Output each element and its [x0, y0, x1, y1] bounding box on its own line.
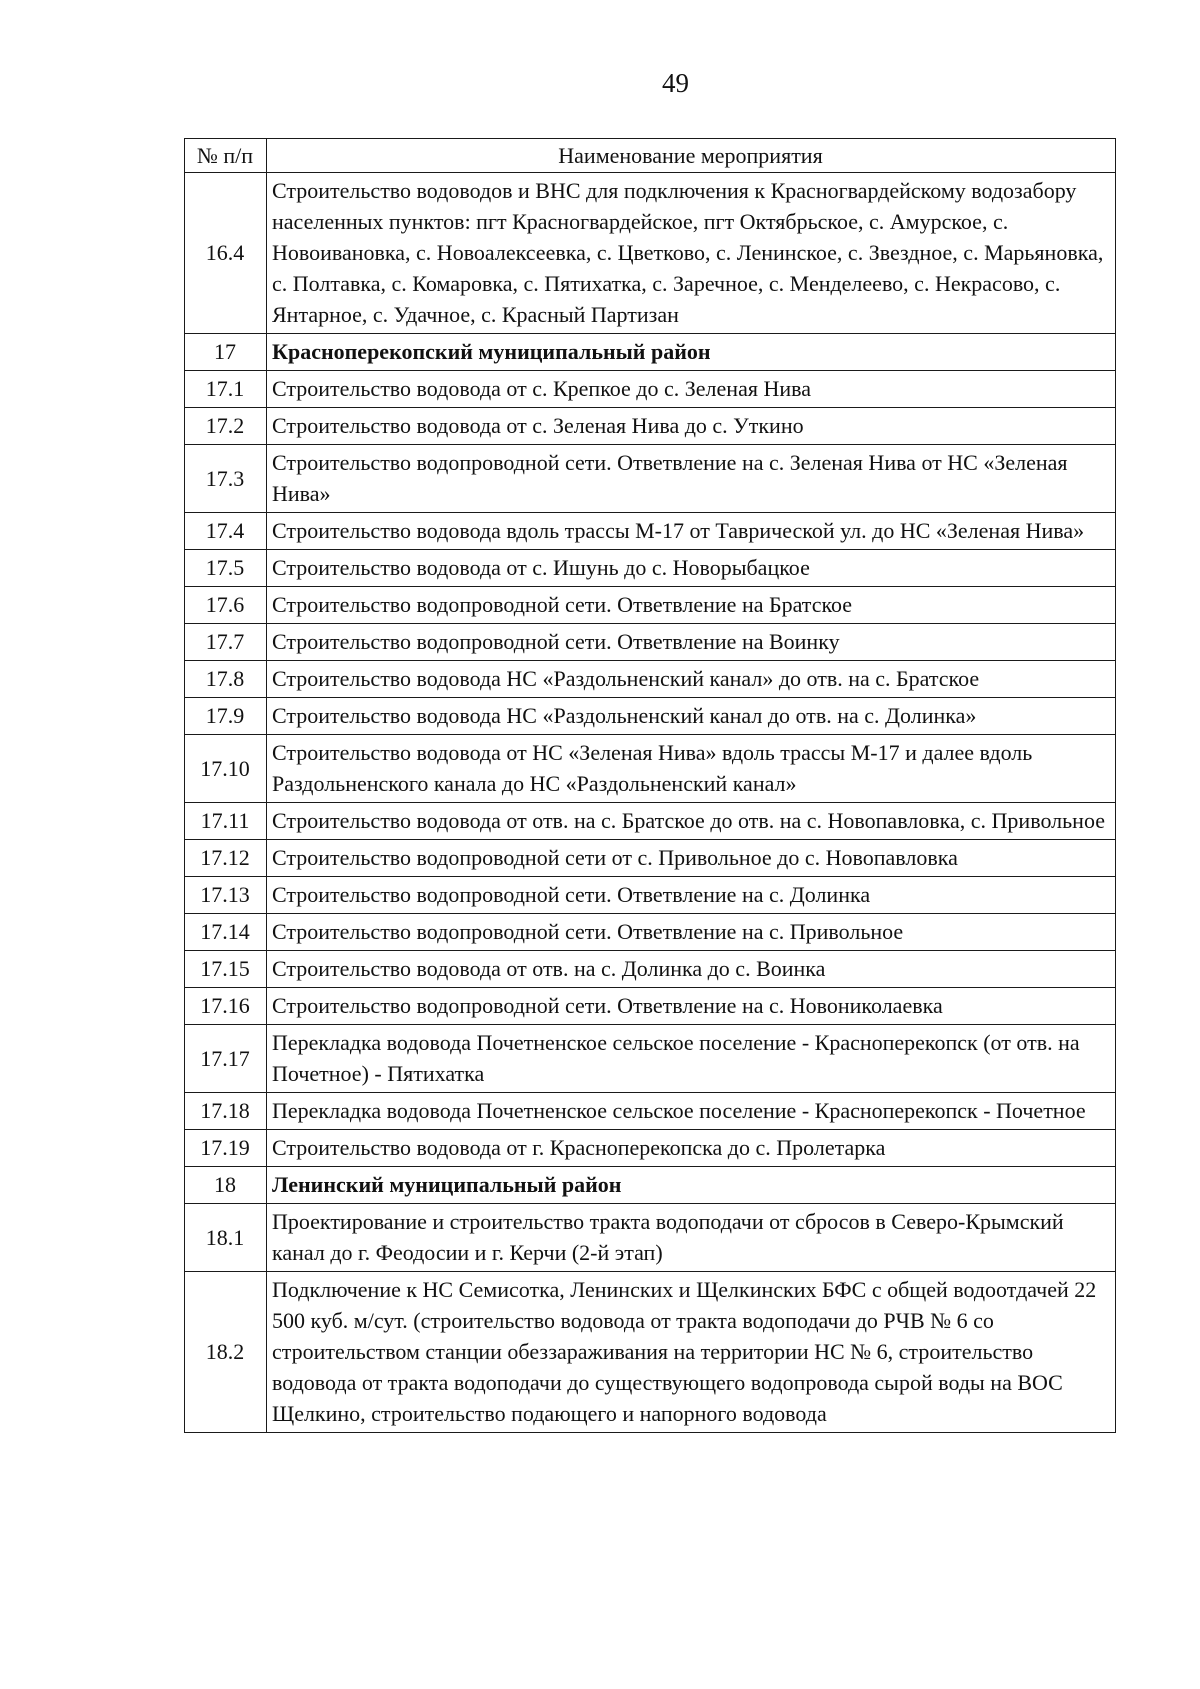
table-row: [185, 735, 1116, 803]
measure-name: Строительство водовода НС «Раздольненский канал» до отв. на с. Братское: [267, 661, 1116, 698]
row-number: 17.15: [185, 951, 267, 988]
measure-name: Строительство водовода НС «Раздольненский канал до отв. на с. Долинка»: [267, 698, 1116, 735]
table-row: [185, 698, 1116, 735]
measure-name: Строительство водовода от с. Зеленая Нива до с. Уткино: [267, 408, 1116, 445]
row-number: 17.17: [185, 1025, 267, 1093]
table-body: [185, 173, 1116, 1433]
measure-name: Проектирование и строительство тракта водоподачи от сбросов в Северо-Крымский канал до г. Феодосии и г. Керчи (2-й этап): [267, 1204, 1116, 1272]
row-number: 17.13: [185, 877, 267, 914]
measure-name: Перекладка водовода Почетненское сельское поселение - Красноперекопск (от отв. на Почетное) - Пятихатка: [267, 1025, 1116, 1093]
table-row: [185, 1093, 1116, 1130]
header-measure-name: Наименование мероприятия: [267, 139, 1116, 173]
row-number: 16.4: [185, 173, 267, 334]
table-row: [185, 587, 1116, 624]
measure-name: Подключение к НС Семисотка, Ленинских и Щелкинских БФС с общей водоотдачей 22 500 куб. м/сут. (строительство водовода от тракта водоподачи до РЧВ № 6 со строительством станции обеззараживания на территории НС № 6, строительство водовода от тракта водоподачи до существующего водопровода сырой воды на ВОС Щелкино, строительство подающего и напорного водовода: [267, 1272, 1116, 1433]
row-number: 17.2: [185, 408, 267, 445]
row-number: 17.1: [185, 371, 267, 408]
section-row: [185, 334, 1116, 371]
measure-name: Перекладка водовода Почетненское сельское поселение - Красноперекопск - Почетное: [267, 1093, 1116, 1130]
row-number: 17.7: [185, 624, 267, 661]
row-number: 17.10: [185, 735, 267, 803]
table-row: [185, 1272, 1116, 1433]
row-number: 17.18: [185, 1093, 267, 1130]
measure-name: Строительство водопроводной сети. Ответвление на с. Привольное: [267, 914, 1116, 951]
section-row: [185, 1167, 1116, 1204]
measure-name: Строительство водопроводной сети. Ответвление на с. Долинка: [267, 877, 1116, 914]
row-number: 17.14: [185, 914, 267, 951]
table-header-row: [185, 139, 1116, 173]
table-row: [185, 550, 1116, 587]
table-row: [185, 1204, 1116, 1272]
row-number: 18.1: [185, 1204, 267, 1272]
row-number: 17.11: [185, 803, 267, 840]
measures-table: [184, 138, 1116, 1433]
row-number: 17.8: [185, 661, 267, 698]
measure-name: Строительство водопроводной сети. Ответвление на Воинку: [267, 624, 1116, 661]
measure-name: Строительство водопроводной сети от с. Привольное до с. Новопавловка: [267, 840, 1116, 877]
measure-name: Строительство водопроводной сети. Ответвление на с. Новониколаевка: [267, 988, 1116, 1025]
section-title: Ленинский муниципальный район: [267, 1167, 1116, 1204]
measure-name: Строительство водовода от с. Крепкое до с. Зеленая Нива: [267, 371, 1116, 408]
table-row: [185, 951, 1116, 988]
row-number: 18: [185, 1167, 267, 1204]
table-row: [185, 877, 1116, 914]
measure-name: Строительство водоводов и ВНС для подключения к Красногвардейскому водозабору населенных пунктов: пгт Красногвардейское, пгт Октябрьское, с. Амурское, с. Новоивановка, с. Новоалексеевка, с. Цветково, с. Ленинское, с. Звездное, с. Марьяновка, с. Полтавка, с. Комаровка, с. Пятихатка, с. Заречное, с. Менделеево, с. Некрасово, с. Янтарное, с. Удачное, с. Красный Партизан: [267, 173, 1116, 334]
row-number: 17.5: [185, 550, 267, 587]
table-row: [185, 371, 1116, 408]
row-number: 17.4: [185, 513, 267, 550]
table-row: [185, 988, 1116, 1025]
header-number: № п/п: [185, 139, 267, 173]
table-row: [185, 408, 1116, 445]
table-row: [185, 1130, 1116, 1167]
measure-name: Строительство водопроводной сети. Ответвление на Братское: [267, 587, 1116, 624]
table-row: [185, 513, 1116, 550]
row-number: 18.2: [185, 1272, 267, 1433]
table-row: [185, 173, 1116, 334]
measure-name: Строительство водопроводной сети. Ответвление на с. Зеленая Нива от НС «Зеленая Нива»: [267, 445, 1116, 513]
table-row: [185, 840, 1116, 877]
row-number: 17: [185, 334, 267, 371]
page-number: 49: [662, 68, 689, 98]
row-number: 17.19: [185, 1130, 267, 1167]
section-title: Красноперекопский муниципальный район: [267, 334, 1116, 371]
table-row: [185, 1025, 1116, 1093]
measure-name: Строительство водовода от отв. на с. Братское до отв. на с. Новопавловка, с. Привольное: [267, 803, 1116, 840]
row-number: 17.16: [185, 988, 267, 1025]
row-number: 17.9: [185, 698, 267, 735]
measure-name: Строительство водовода от с. Ишунь до с. Новорыбацкое: [267, 550, 1116, 587]
measure-name: Строительство водовода вдоль трассы М-17 от Таврической ул. до НС «Зеленая Нива»: [267, 513, 1116, 550]
row-number: 17.6: [185, 587, 267, 624]
row-number: 17.3: [185, 445, 267, 513]
row-number: 17.12: [185, 840, 267, 877]
table-row: [185, 624, 1116, 661]
table-row: [185, 661, 1116, 698]
table-row: [185, 445, 1116, 513]
table-row: [185, 803, 1116, 840]
measure-name: Строительство водовода от НС «Зеленая Нива» вдоль трассы М-17 и далее вдоль Раздольненского канала до НС «Раздольненский канал»: [267, 735, 1116, 803]
measure-name: Строительство водовода от отв. на с. Долинка до с. Воинка: [267, 951, 1116, 988]
measure-name: Строительство водовода от г. Красноперекопска до с. Пролетарка: [267, 1130, 1116, 1167]
table-row: [185, 914, 1116, 951]
